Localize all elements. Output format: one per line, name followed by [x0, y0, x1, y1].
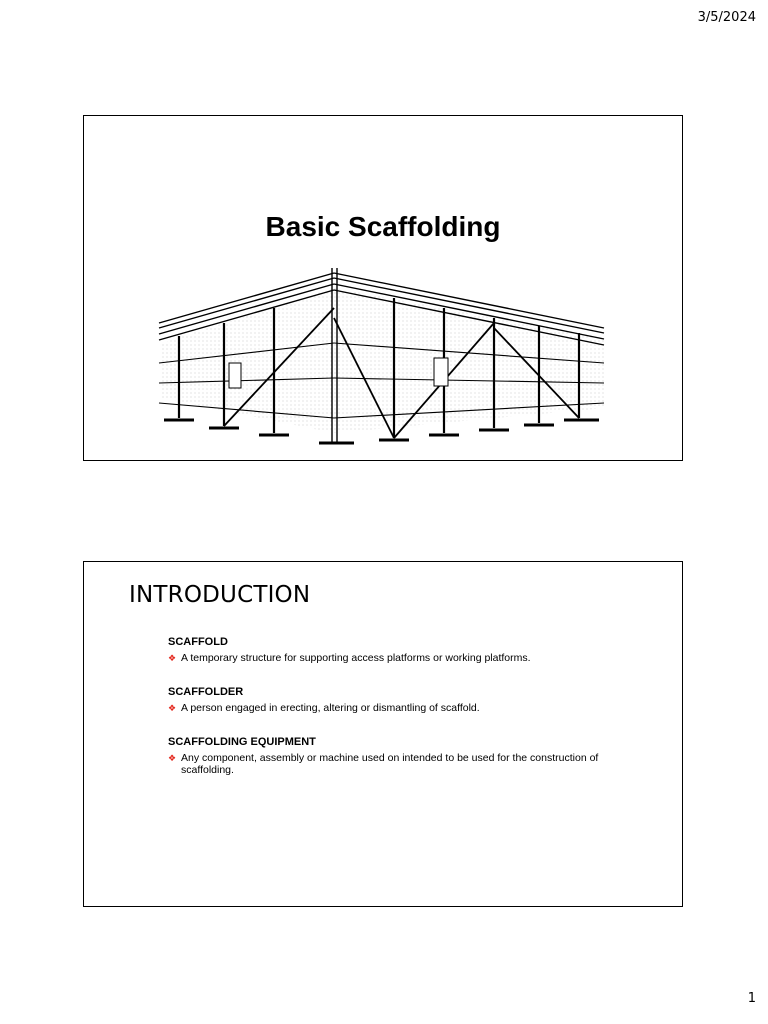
definition-term: SCAFFOLDING EQUIPMENT [168, 736, 316, 748]
diamond-bullet-icon: ❖ [168, 703, 177, 713]
page-number: 1 [747, 991, 756, 1006]
slide-1-title: Basic Scaffolding [265, 211, 501, 242]
definition-scaffolder [168, 686, 638, 714]
definition-description: ❖ Any component, assembly or machine used on intended to be used for the construction of scaffolding. [168, 752, 599, 776]
diamond-bullet-icon: ❖ [168, 653, 177, 663]
slide-1 [83, 115, 683, 461]
definition-scaffolding-equipment [168, 736, 638, 776]
definition-scaffold [168, 636, 638, 664]
definition-description: ❖ A temporary structure for supporting access platforms or working platforms. [168, 652, 531, 664]
print-date: 3/5/2024 [697, 10, 756, 25]
scaffold-illustration [154, 268, 634, 453]
slide-2 [83, 561, 683, 907]
slide-2-title: INTRODUCTION [129, 582, 311, 608]
definition-term: SCAFFOLDER [168, 686, 244, 698]
definition-description: ❖ A person engaged in erecting, altering or dismantling of scaffold. [168, 702, 480, 714]
diamond-bullet-icon: ❖ [168, 753, 177, 763]
definition-term: SCAFFOLD [168, 636, 228, 648]
